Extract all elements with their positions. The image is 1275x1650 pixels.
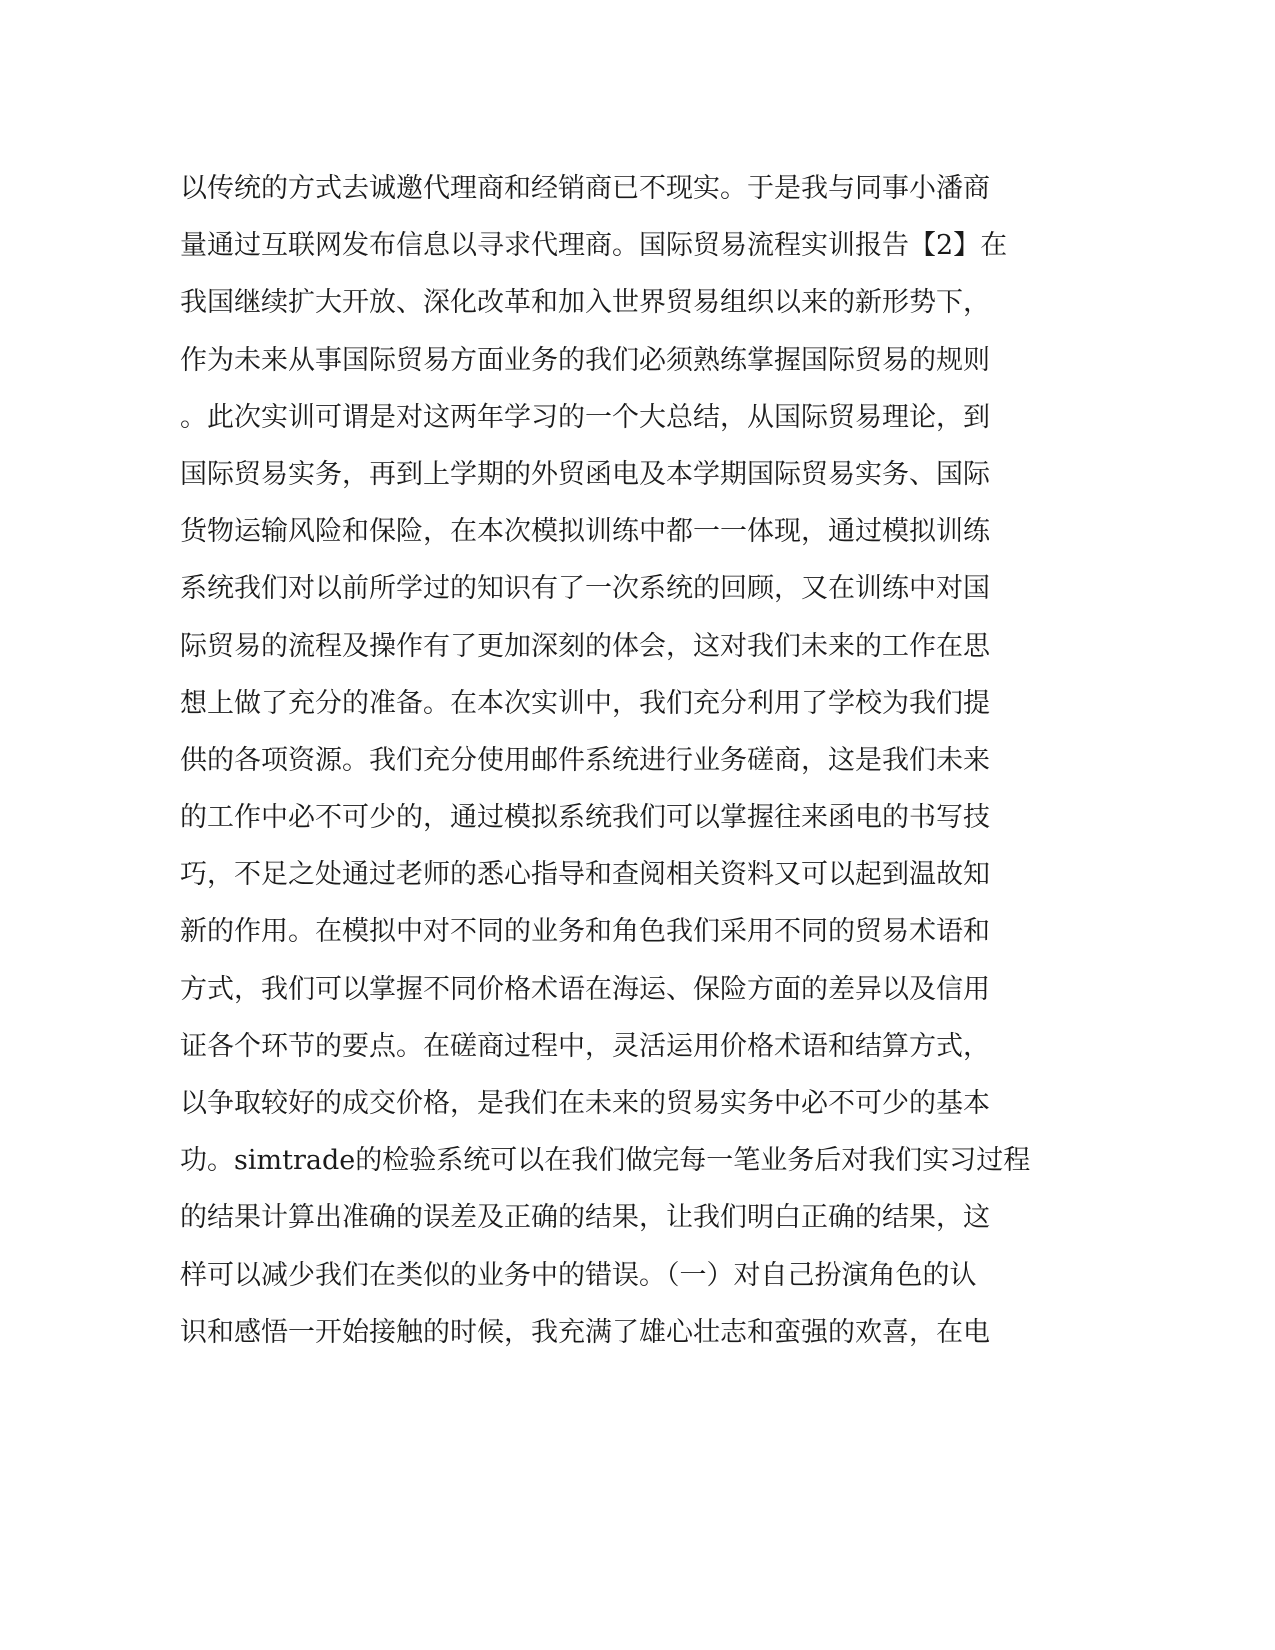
text-line: 样可以减少我们在类似的业务中的错误。（一）对自己扮演角色的认 [180,1259,977,1291]
text-line: 证各个环节的要点。在磋商过程中，灵活运用价格术语和结算方式， [180,1030,990,1062]
text-line: 系统我们对以前所学过的知识有了一次系统的回顾，又在训练中对国 [180,573,990,605]
text-line: 方式，我们可以掌握不同价格术语在海运、保险方面的差异以及信用 [180,973,990,1005]
text-line: 以传统的方式去诚邀代理商和经销商已不现实。于是我与同事小潘商 [180,173,990,204]
text-line: 功。simtrade的检验系统可以在我们做完每一笔业务后对我们实习过程 [180,1145,1031,1177]
text-line: 的工作中必不可少的，通过模拟系统我们可以掌握往来函电的书写技 [180,802,990,834]
text-line: 我国继续扩大开放、深化改革和加入世界贸易组织以来的新形势下， [180,287,990,319]
text-line: 新的作用。在模拟中对不同的业务和角色我们采用不同的贸易术语和 [180,916,990,948]
text-line: 供的各项资源。我们充分使用邮件系统进行业务磋商，这是我们未来 [180,744,990,776]
text-line: 巧，不足之处通过老师的悉心指导和查阅相关资料又可以起到温故知 [180,859,990,891]
text-line: 识和感悟一开始接触的时候，我充满了雄心壮志和蛮强的欢喜，在电 [180,1316,990,1348]
text-line: 国际贸易实务，再到上学期的外贸函电及本学期国际贸易实务、国际 [180,458,990,490]
body-text [180,160,1040,1361]
text-line: 际贸易的流程及操作有了更加深刻的体会，这对我们未来的工作在思 [180,630,990,662]
text-line: 以争取较好的成交价格，是我们在未来的贸易实务中必不可少的基本 [180,1088,990,1119]
text-line: 量通过互联网发布信息以寻求代理商。国际贸易流程实训报告【2】在 [180,230,1008,262]
text-line: 作为未来从事国际贸易方面业务的我们必须熟练掌握国际贸易的规则 [180,344,990,376]
text-line: 。此次实训可谓是对这两年学习的一个大总结，从国际贸易理论，到 [180,401,990,433]
text-line: 货物运输风险和保险，在本次模拟训练中都一一体现，通过模拟训练 [180,516,990,548]
text-line: 想上做了充分的准备。在本次实训中，我们充分利用了学校为我们提 [180,687,990,719]
text-line: 的结果计算出准确的误差及正确的结果，让我们明白正确的结果，这 [180,1202,990,1234]
